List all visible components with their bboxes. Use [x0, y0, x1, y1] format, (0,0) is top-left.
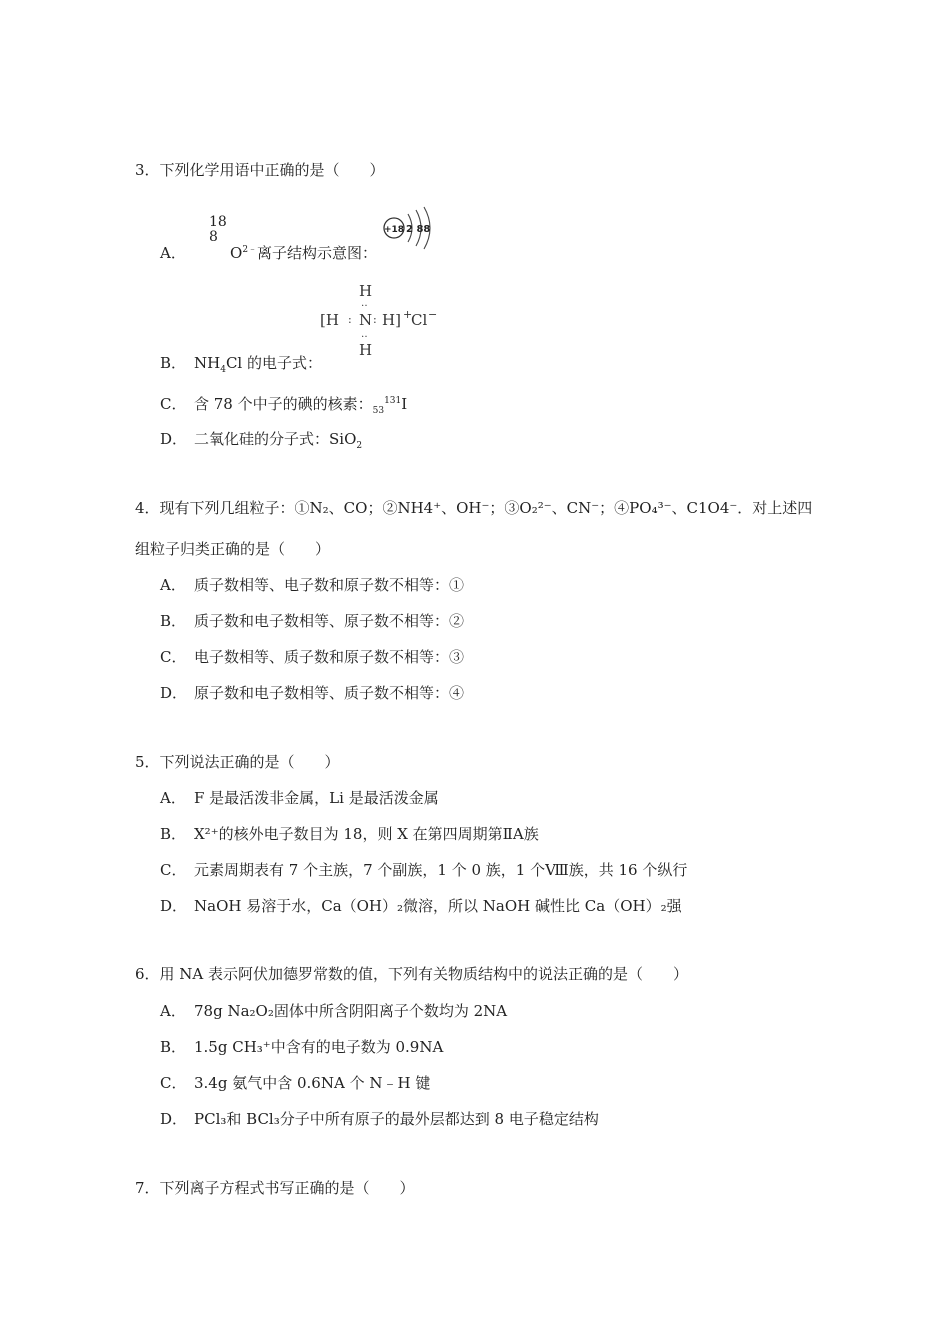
option-text: PCl₃和 BCl₃分子中所有原子的最外层都达到 8 电子稳定结构: [194, 1110, 599, 1128]
option-text: Cl 的电子式：: [225, 354, 322, 372]
q4-option-b: [160, 611, 464, 631]
option-label: D．: [160, 1110, 188, 1128]
option-label: D．: [160, 430, 188, 448]
isotope-mass-number: 18: [209, 214, 227, 230]
atomic-number: 53: [372, 406, 385, 416]
nitrogen-atom: N: [359, 311, 373, 329]
q5-option-b: [160, 824, 539, 844]
option-text: 二氧化硅的分子式：SiO: [194, 430, 357, 448]
option-text: NH: [194, 354, 221, 372]
option-text: 质子数和电子数相等、原子数不相等：②: [194, 612, 465, 630]
q6-option-b: [160, 1037, 443, 1057]
mass-number: 131: [384, 396, 402, 406]
option-text: 含 78 个中子的碘的核素：: [194, 395, 373, 413]
q3-option-c: [160, 394, 407, 414]
subscript: 4: [220, 365, 226, 375]
ammonium-chloride-electron-formula: [318, 282, 468, 362]
option-label: A．: [160, 1002, 186, 1020]
nucleus-charge: +18: [383, 225, 405, 235]
q4-option-c: [160, 647, 464, 667]
q5-option-c: [160, 860, 687, 880]
q3-option-b: [160, 353, 322, 373]
electron-pair-bottom: ‥: [361, 329, 368, 340]
question-6-stem: 6．用 NA 表示阿伏加德罗常数的值，下列有关物质结构中的说法正确的是（ ）: [135, 965, 689, 983]
chloride-charge: −: [428, 308, 438, 321]
option-label: B．: [160, 1038, 187, 1056]
option-text: 3.4g 氨气中含 0.6NA 个 N﹣H 键: [194, 1074, 431, 1092]
shell-electrons: 2 88: [406, 224, 431, 235]
option-text: 1.5g CH₃⁺中含有的电子数为 0.9NA: [194, 1038, 444, 1056]
option-label: D．: [160, 684, 188, 702]
q5-option-d: [160, 896, 682, 916]
option-label: A．: [160, 789, 186, 807]
option-label: C．: [160, 1074, 187, 1092]
subscript: 2: [356, 441, 363, 451]
q6-option-a: [160, 1001, 507, 1021]
question-3-stem: 3．下列化学用语中正确的是（ ）: [135, 161, 385, 179]
option-text: NaOH 易溶于水，Ca（OH）₂微溶，所以 NaOH 碱性比 Ca（OH）₂强: [194, 897, 682, 915]
question-4-stem-line2: 组粒子归类正确的是（ ）: [135, 540, 331, 558]
option-label: A．: [160, 576, 186, 594]
q4-option-d: [160, 683, 464, 703]
question-4-stem-line1: 4．现有下列几组粒子：①N₂、CO；②NH4⁺、OH⁻；③O₂²⁻、CN⁻；④PO₄³⁻、C1O4⁻．对上述四: [135, 499, 813, 517]
electron-pair-top: ‥: [361, 298, 368, 309]
hydrogen-bottom: H: [359, 341, 373, 359]
ion-charge: 2﹣: [242, 245, 258, 255]
option-label: C．: [160, 861, 187, 879]
option-label: C．: [160, 395, 187, 413]
option-label: B．: [160, 825, 187, 843]
option-label: B．: [160, 354, 187, 372]
option-label: D．: [160, 897, 188, 915]
q5-option-a: [160, 788, 439, 808]
element-symbol: I: [401, 395, 408, 413]
option-text: 离子结构示意图：: [257, 244, 378, 262]
ion-symbol: O: [230, 244, 243, 262]
option-text: X²⁺的核外电子数目为 18，则 X 在第四周期第ⅡA族: [194, 825, 539, 843]
option-label: A．: [160, 244, 186, 262]
option-text: 元素周期表有 7 个主族，7 个副族，1 个 0 族，1 个Ⅷ族，共 16 个纵行: [194, 861, 688, 879]
chloride-symbol: Cl: [411, 311, 428, 329]
q4-option-a: [160, 575, 464, 595]
isotope-atomic-number: 8: [209, 229, 218, 245]
option-text: 78g Na₂O₂固体中所含阴阳离子个数均为 2NA: [194, 1002, 508, 1020]
electron-pair-left: :: [348, 313, 352, 326]
option-text: F 是最活泼非金属，Li 是最活泼金属: [194, 789, 439, 807]
q6-option-d: [160, 1109, 599, 1129]
hydrogen-top: H: [359, 282, 373, 300]
q6-option-c: [160, 1073, 430, 1093]
question-5-stem: 5．下列说法正确的是（ ）: [135, 753, 340, 771]
ion-structure-diagram: [378, 206, 438, 252]
q3-option-a: [160, 243, 377, 263]
option-text: 质子数相等、电子数和原子数不相等：①: [194, 576, 465, 594]
ammonium-charge: +: [403, 308, 413, 321]
question-7-stem: 7．下列离子方程式书写正确的是（ ）: [135, 1179, 415, 1197]
hydrogen-right: H]: [382, 311, 401, 329]
q3-option-d: [160, 429, 362, 449]
option-label: B．: [160, 612, 187, 630]
option-text: 电子数相等、质子数和原子数不相等：③: [194, 648, 465, 666]
hydrogen-left: [H: [320, 311, 339, 329]
electron-pair-right: :: [373, 313, 377, 326]
option-text: 原子数和电子数相等、质子数不相等：④: [194, 684, 465, 702]
option-label: C．: [160, 648, 187, 666]
